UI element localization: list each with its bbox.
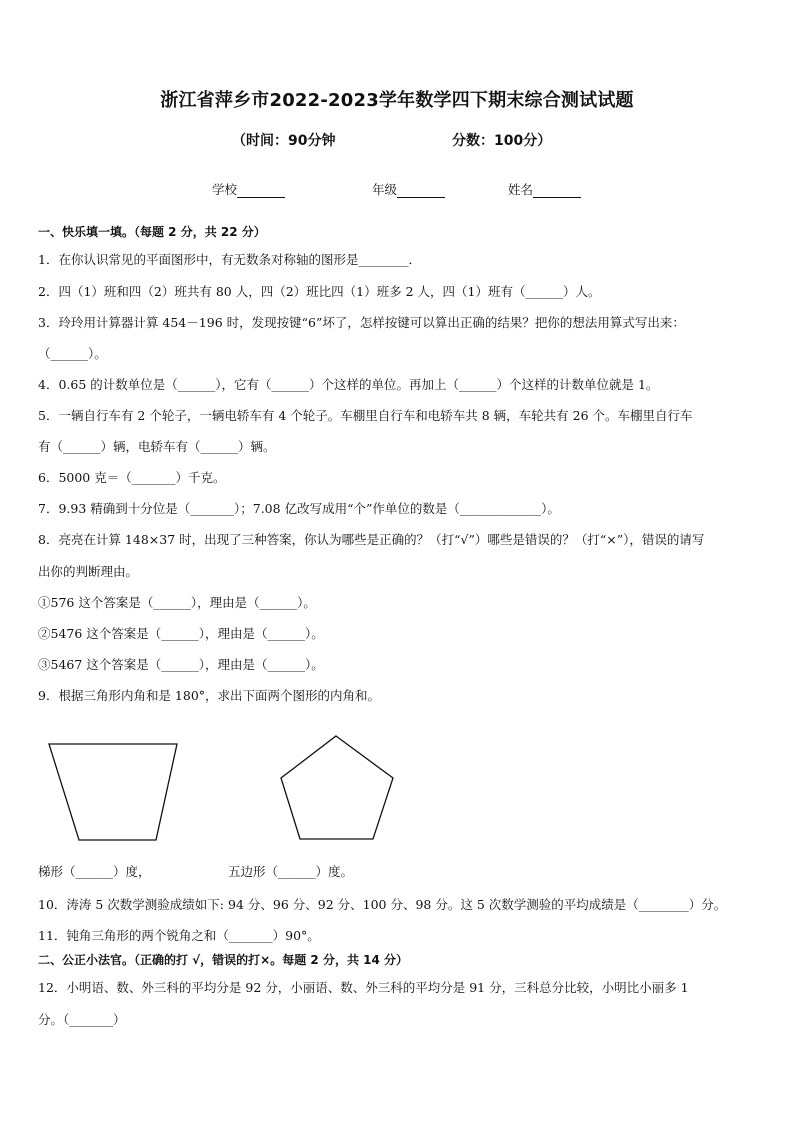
question-1: 1．在你认识常见的平面图形中，有无数条对称轴的图形是________．: [38, 252, 421, 267]
question-9: 9．根据三角形内角和是 180°，求出下面两个图形的内角和。: [38, 688, 381, 703]
question-9-figures: [0, 720, 794, 850]
question-4: 4．0.65 的计数单位是（______），它有（______）个这样的单位。再加上（______）个这样的计数单位就是 1。: [38, 377, 659, 392]
question-7: 7．9.93 精确到十分位是（_______）；7.08 亿改写成用“个”作单位的数是（_____________）。: [38, 501, 560, 516]
question-12-line2: 分。（_______）: [38, 1012, 126, 1027]
question-2: 2．四（1）班和四（2）班共有 80 人，四（2）班比四（1）班多 2 人，四（1）班有（______）人。: [38, 284, 601, 299]
question-3-line2: （______）。: [38, 346, 107, 361]
trapezoid-figure: [49, 744, 177, 840]
question-8-item-2: ②5476 这个答案是（______），理由是（______）。: [38, 626, 324, 641]
name-label: 姓名: [508, 182, 534, 197]
question-8-item-3: ③5467 这个答案是（______），理由是（______）。: [38, 657, 324, 672]
name-blank[interactable]: [533, 184, 581, 198]
school-label: 学校: [212, 182, 238, 197]
question-6: 6．5000 克＝（_______）千克。: [38, 470, 226, 485]
question-3-line1: 3．玲玲用计算器计算 454－196 时，发现按键“6”坏了，怎样按键可以算出正确的结果？把你的想法用算式写出来：: [38, 315, 685, 330]
question-11: 11．钝角三角形的两个锐角之和（_______）90°。: [38, 928, 320, 943]
question-8-item-1: ①576 这个答案是（______），理由是（______）。: [38, 595, 316, 610]
grade-label: 年级: [372, 182, 398, 197]
question-8-line2: 出你的判断理由。: [38, 564, 139, 579]
page-title: 浙江省萍乡市2022-2023学年数学四下期末综合测试试题: [160, 90, 634, 111]
trapezoid-answer: 梯形（______）度，: [38, 864, 151, 879]
school-blank[interactable]: [237, 184, 285, 198]
exam-score: 分数：100分）: [452, 133, 552, 149]
pentagon-answer: 五边形（______）度。: [228, 864, 354, 879]
section-1-heading: 一、快乐填一填。（每题 2 分，共 22 分）: [38, 225, 266, 239]
grade-blank[interactable]: [397, 184, 445, 198]
question-5-line1: 5．一辆自行车有 2 个轮子，一辆电轿车有 4 个轮子。车棚里自行车和电轿车共 8 辆，车轮共有 26 个。车棚里自行车: [38, 408, 693, 423]
pentagon-figure: [281, 736, 393, 839]
question-10: 10．涛涛 5 次数学测验成绩如下: 94 分、96 分、92 分、100 分、98 分。这 5 次数学测验的平均成绩是（________）分。: [38, 897, 727, 912]
exam-time: （时间：90分钟: [232, 133, 336, 149]
section-2-heading: 二、公正小法官。（正确的打 √，错误的打×。每题 2 分，共 14 分）: [38, 953, 408, 967]
question-5-line2: 有（______）辆，电轿车有（______）辆。: [38, 439, 276, 454]
question-12-line1: 12．小明语、数、外三科的平均分是 92 分，小丽语、数、外三科的平均分是 91 分，三科总分比较，小明比小丽多 1: [38, 980, 689, 995]
school-field: [212, 180, 285, 198]
grade-field: [372, 180, 445, 198]
question-8-line1: 8．亮亮在计算 148×37 时，出现了三种答案，你认为哪些是正确的？（打“√”）哪些是错误的？（打“×”），错误的请写: [38, 532, 705, 547]
name-field: [508, 180, 581, 198]
